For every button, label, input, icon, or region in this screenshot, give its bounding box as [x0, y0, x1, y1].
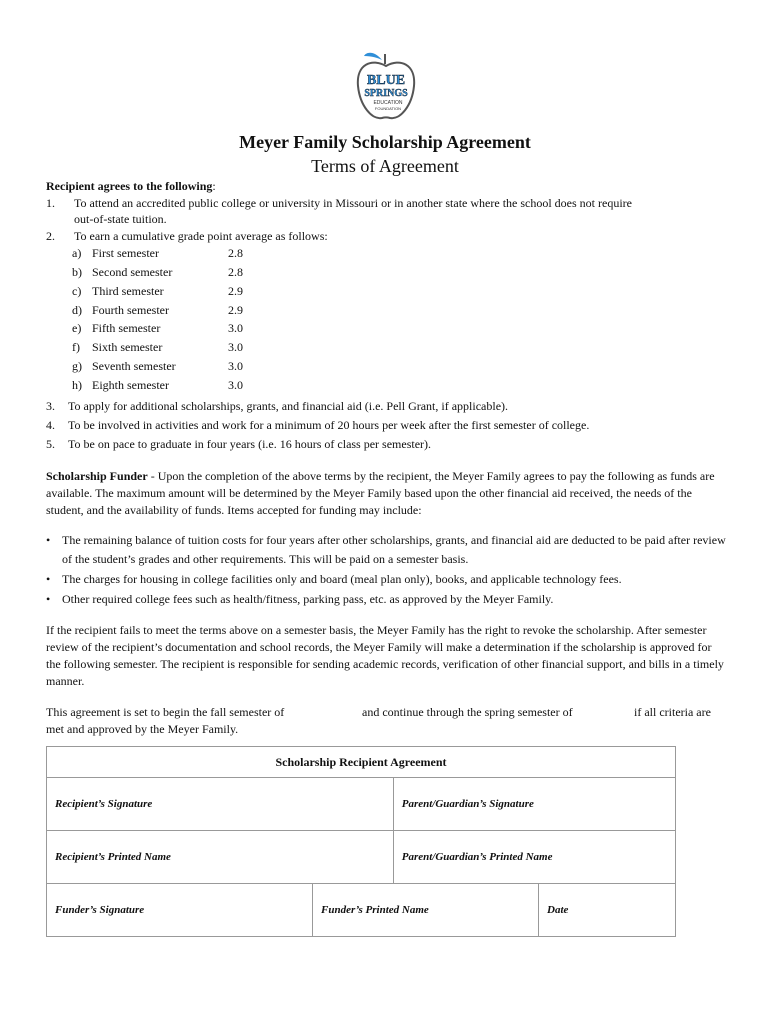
- date-field[interactable]: Date: [547, 904, 569, 916]
- gpa-row: [72, 359, 243, 378]
- gpa-value: 2.8: [228, 265, 243, 279]
- blue-springs-logo: [352, 50, 420, 122]
- gpa-row: [72, 340, 243, 359]
- funder-row-right: [313, 884, 676, 937]
- signature-table-header: Scholarship Recipient Agreement: [47, 747, 676, 778]
- funder-paragraph: [46, 468, 726, 519]
- term-text: To apply for additional scholarships, grants, and financial aid (i.e. Pell Grant, if applicable).: [68, 399, 509, 413]
- term-item-2: [46, 228, 726, 245]
- gpa-row: [72, 265, 243, 284]
- bullet-text: Other required college fees such as health/fitness, parking pass, etc. as approved by the Meyer Family.: [62, 592, 554, 606]
- funder-label: Scholarship Funder: [46, 469, 148, 483]
- term-number: 4.: [46, 418, 55, 432]
- recipient-intro-label: Recipient agrees to the following: [46, 179, 213, 193]
- gpa-row: [72, 378, 243, 397]
- gpa-semester: Seventh semester: [92, 359, 176, 373]
- svg-text:BLUE: BLUE: [366, 73, 406, 88]
- term-text: To attend an accredited public college or university in Missouri or in another state where the school does not require: [74, 196, 632, 210]
- gpa-row: [72, 246, 243, 265]
- term-number: 1.: [46, 196, 55, 210]
- gpa-letter: h): [72, 378, 82, 392]
- term-item-5: [46, 436, 726, 453]
- gpa-letter: f): [72, 340, 80, 354]
- gpa-value: 3.0: [228, 378, 243, 392]
- guardian-printed-name-field[interactable]: Parent/Guardian’s Printed Name: [393, 831, 675, 884]
- term-item-1: [46, 195, 726, 212]
- document-subtitle: Terms of Agreement: [311, 156, 459, 176]
- gpa-row: [72, 321, 243, 340]
- bullet-text: The remaining balance of tuition costs for four years after other scholarships, grants, and financial aid are deducted to be paid after review of the student’s grades and other requirements. This will be paid on a semester basis.: [62, 533, 726, 566]
- svg-text:SPRINGS: SPRINGS: [364, 88, 408, 99]
- gpa-letter: g): [72, 359, 82, 373]
- gpa-semester: Eighth semester: [92, 378, 169, 392]
- gpa-letter: c): [72, 284, 82, 298]
- funding-bullet: [46, 590, 726, 609]
- gpa-value: 2.8: [228, 246, 243, 260]
- gpa-semester: Sixth semester: [92, 340, 163, 354]
- recipient-printed-name-field[interactable]: Recipient’s Printed Name: [47, 831, 394, 884]
- term-number: 5.: [46, 437, 55, 451]
- gpa-semester: Fourth semester: [92, 303, 169, 317]
- funder-text: - Upon the completion of the above terms by the recipient, the Meyer Family agrees to pay the following as funds are available. The maximum amount will be determined by the Meyer Family based upon the other financial aid received, the needs of the student, and the availability of funds. Items accepted for funding may include:: [46, 469, 715, 517]
- funding-bullet: [46, 531, 726, 569]
- term-text: To earn a cumulative grade point average as follows:: [74, 229, 328, 243]
- agreement-part2: and continue through the spring semester of: [362, 705, 573, 719]
- gpa-semester: Second semester: [92, 265, 173, 279]
- funder-signature-field[interactable]: Funder’s Signature: [47, 884, 313, 937]
- svg-text:FOUNDATION: FOUNDATION: [374, 106, 402, 111]
- funder-printed-name-field[interactable]: Funder’s Printed Name: [313, 884, 539, 936]
- gpa-letter: d): [72, 303, 82, 317]
- term-text: To be involved in activities and work for a minimum of 20 hours per week after the first semester of college.: [68, 418, 590, 432]
- bullet-text: The charges for housing in college facilities only and board (meal plan only), books, and applicable technology fees.: [62, 572, 622, 586]
- gpa-semester: First semester: [92, 246, 159, 260]
- term-number: 2.: [46, 229, 55, 243]
- term-number: 3.: [46, 399, 55, 413]
- gpa-row: [72, 303, 243, 322]
- gpa-row: [72, 284, 243, 303]
- term-item-1-continued: out-of-state tuition.: [74, 212, 167, 226]
- gpa-value: 3.0: [228, 321, 243, 335]
- gpa-letter: b): [72, 265, 82, 279]
- agreement-line: [46, 704, 736, 721]
- gpa-letter: a): [72, 246, 82, 260]
- guardian-signature-field[interactable]: Parent/Guardian’s Signature: [393, 778, 675, 831]
- signature-table: [46, 746, 676, 937]
- gpa-letter: e): [72, 321, 82, 335]
- agreement-part3: if all criteria are: [634, 705, 711, 719]
- bullet-icon: •: [46, 533, 51, 547]
- gpa-value: 3.0: [228, 359, 243, 373]
- agreement-line-2: met and approved by the Meyer Family.: [46, 722, 239, 736]
- recipient-intro-colon: :: [212, 179, 216, 193]
- term-text: To be on pace to graduate in four years (i.e. 16 hours of class per semester).: [68, 437, 432, 451]
- gpa-semester: Fifth semester: [92, 321, 161, 335]
- gpa-semester: Third semester: [92, 284, 164, 298]
- term-item-3: [46, 398, 726, 415]
- gpa-value: 2.9: [228, 303, 243, 317]
- document-title: Meyer Family Scholarship Agreement: [239, 132, 531, 152]
- gpa-value: 2.9: [228, 284, 243, 298]
- recipient-signature-field[interactable]: Recipient’s Signature: [47, 778, 394, 831]
- revoke-paragraph: If the recipient fails to meet the terms above on a semester basis, the Meyer Family has the right to revoke the scholarship. After semester review of the recipient’s documentation and school records, the Meyer Family will make a determination if the scholarship is approved for the following semester. The recipient is responsible for sending academic records, verification of other financial support, and bills in a timely manner.: [46, 623, 724, 688]
- bullet-icon: •: [46, 592, 51, 606]
- svg-text:EDUCATION: EDUCATION: [373, 100, 403, 106]
- funding-bullet: [46, 570, 726, 589]
- recipient-intro: [46, 178, 216, 195]
- gpa-value: 3.0: [228, 340, 243, 354]
- bullet-icon: •: [46, 572, 51, 586]
- term-item-4: [46, 417, 726, 434]
- agreement-part1: This agreement is set to begin the fall semester of: [46, 705, 285, 719]
